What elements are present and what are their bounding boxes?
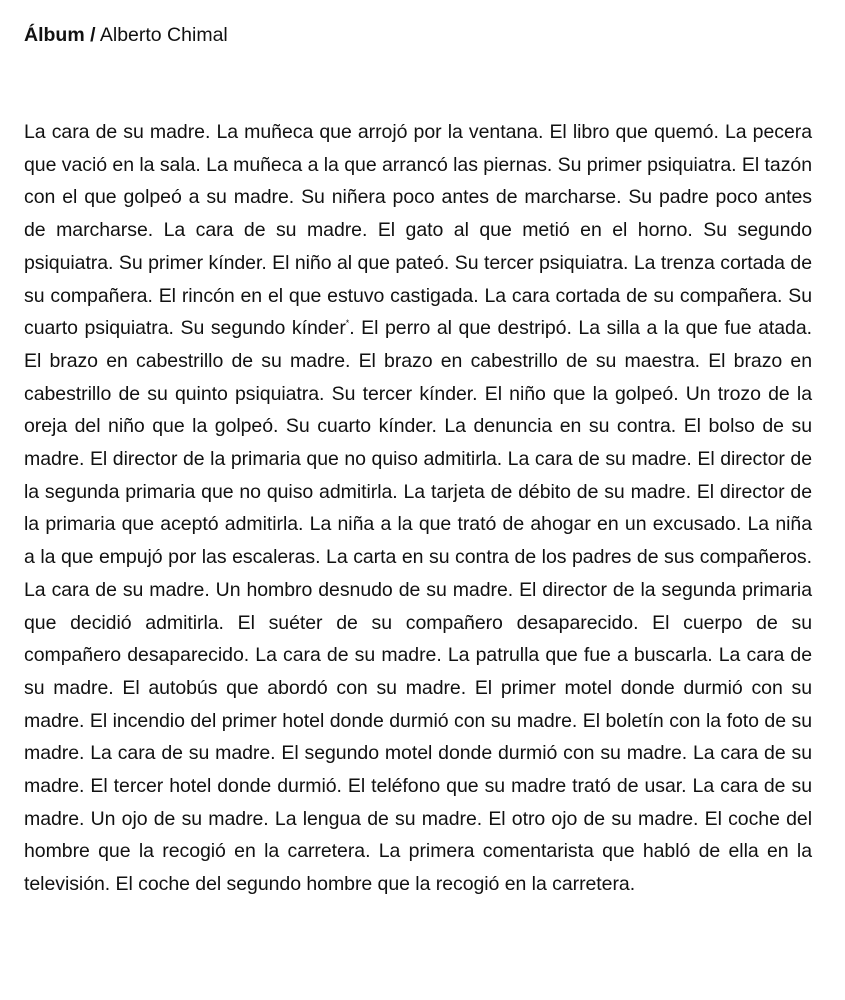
author-name: Alberto Chimal — [99, 24, 228, 46]
footnote-marker: * — [345, 318, 350, 329]
story-text-part2: . El perro al que destripó. La silla a la que fue atada. El brazo en cabestrillo de su madre. El brazo en cabestrillo de su maestra. El brazo en cabestrillo de su quinto psiquiatra. Su tercer kínder. El niño que la golpeó. Un trozo de la oreja del niño que la golpeó. Su cuarto kínder. La denuncia en su contra. El bolso de su madre. El director de la primaria que no quiso admitirla. La cara de su madre. El director de la segunda primaria que no quiso admitirla. La tarjeta de débito de su madre. El director de la primaria que aceptó admitirla. La niña a la que trató de ahogar en un excusado. La niña a la que empujó por las escaleras. La carta en su contra de los padres de sus compañeros. La cara de su madre. Un hombro desnudo de su madre. El director de la segunda primaria que decidió admitirla. El suéter de su compañero desaparecido. El cuerpo de su compañero desaparecido. La cara de su madre. La patrulla que fue a buscarla. La cara de su madre. El autobús que abordó con su madre. El primer motel donde durmió con su madre. El incendio del primer hotel donde durmió con su madre. El boletín con la foto de su madre. La cara de su madre. El segundo motel donde durmió con su madre. La cara de su madre. El tercer hotel donde durmió. El teléfono que su madre trató de usar. La cara de su madre. Un ojo de su madre. La lengua de su madre. El otro ojo de su madre. El coche del hombre que la recogió en la carretera. La primera comentarista que habló de ella en la televisión. El coche del segundo hombre que la recogió en la carretera. — [24, 317, 812, 896]
story-title: Álbum — [24, 24, 85, 46]
document-page — [24, 20, 812, 50]
title-separator: / — [90, 24, 96, 46]
document-header — [24, 20, 812, 50]
story-body — [24, 116, 812, 901]
story-text-part1: La cara de su madre. La muñeca que arrojó por la ventana. El libro que quemó. La pecera que vació en la sala. La muñeca a la que arrancó las piernas. Su primer psiquiatra. El tazón con el que golpeó a su madre. Su niñera poco antes de marcharse. Su padre poco antes de marcharse. La cara de su madre. El gato al que metió en el horno. Su segundo psiquiatra. Su primer kínder. El niño al que pateó. Su tercer psiquiatra. La trenza cortada de su compañera. El rincón en el que estuvo castigada. La cara cortada de su compañera. Su cuarto psiquiatra. Su segundo kínder — [24, 121, 812, 340]
